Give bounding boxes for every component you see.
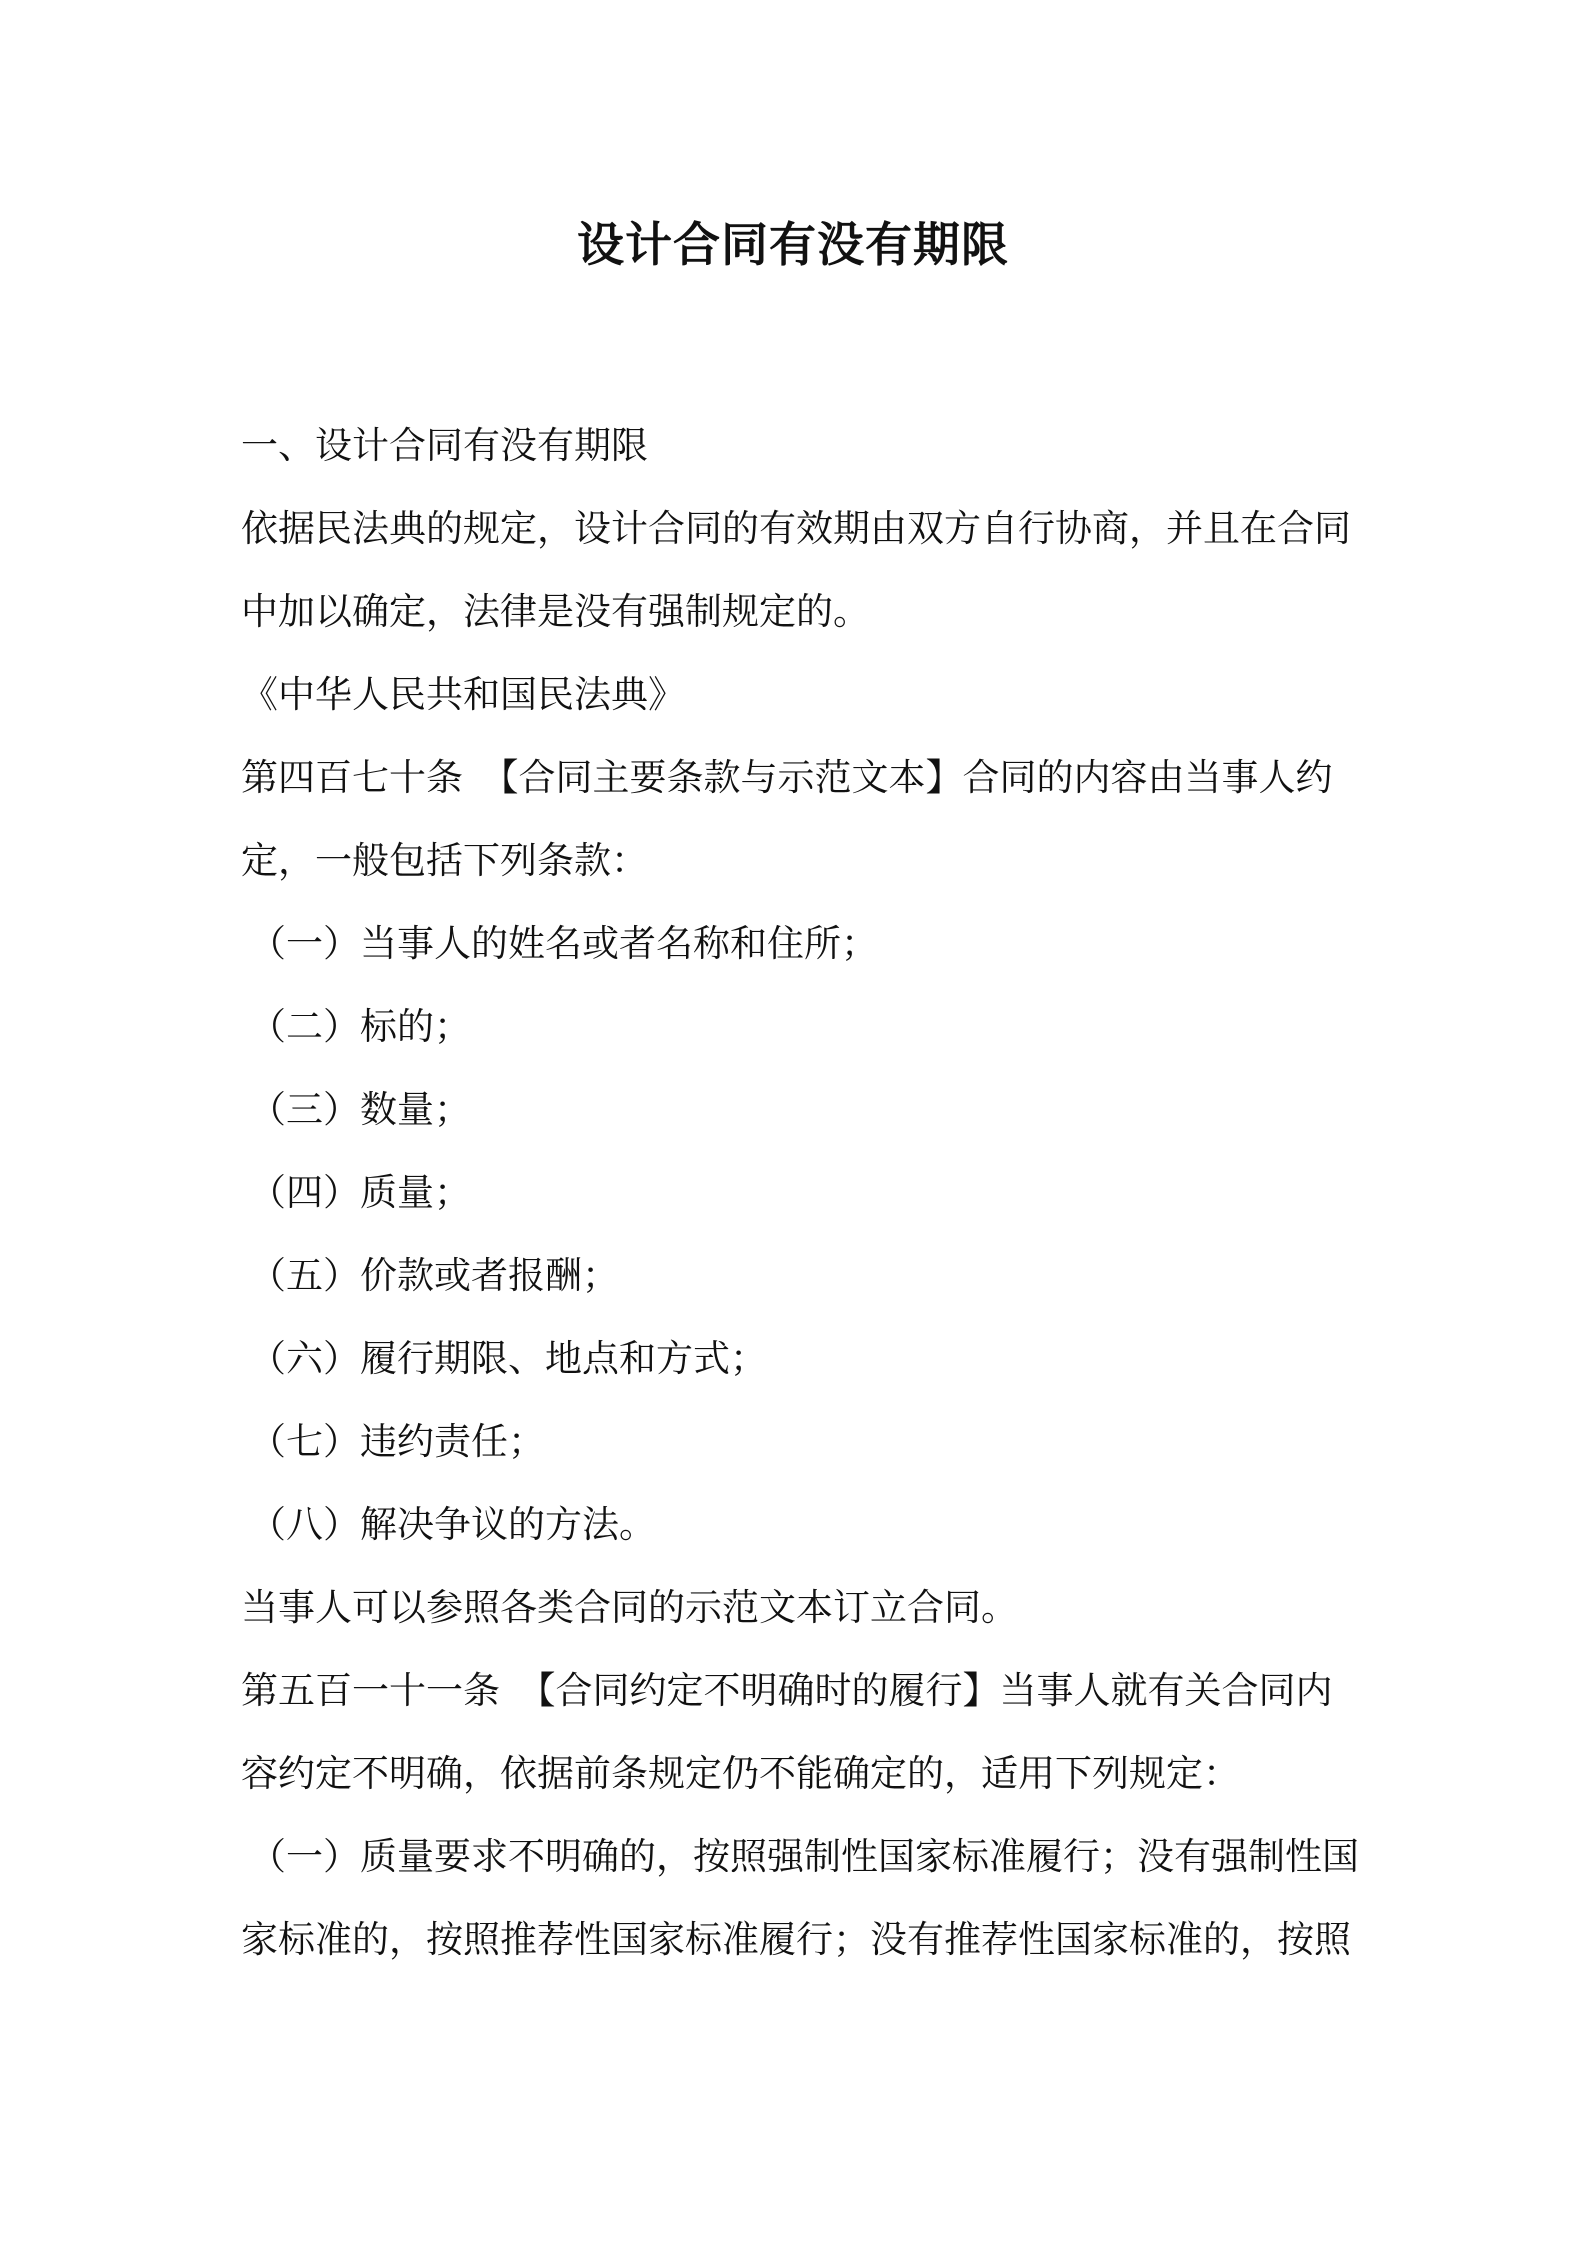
list-item: （一）当事人的姓名或者名称和住所； <box>249 922 878 965</box>
article-line: 第四百七十条 【合同主要条款与示范文本】合同的内容由当事人约 <box>241 756 1333 799</box>
list-item: （五）价款或者报酬； <box>249 1254 619 1297</box>
document-body <box>241 404 1361 1981</box>
list-item: （三）数量； <box>249 1088 471 1131</box>
list-item: （八）解决争议的方法。 <box>249 1503 656 1546</box>
paragraph-line: 家标准的，按照推荐性国家标准履行；没有推荐性国家标准的，按照 <box>241 1918 1351 1961</box>
law-title: 《中华人民共和国民法典》 <box>241 673 685 716</box>
document-title: 设计合同有没有期限 <box>577 218 1009 273</box>
article-line: 容约定不明确，依据前条规定仍不能确定的，适用下列规定： <box>241 1752 1240 1795</box>
list-item: （六）履行期限、地点和方式； <box>249 1337 767 1380</box>
section-heading: 一、设计合同有没有期限 <box>241 424 648 467</box>
list-item: （一）质量要求不明确的，按照强制性国家标准履行；没有强制性国 <box>249 1835 1359 1878</box>
paragraph-line: 当事人可以参照各类合同的示范文本订立合同。 <box>241 1586 1018 1629</box>
list-item: （四）质量； <box>249 1171 471 1214</box>
article-line: 第五百一十一条 【合同约定不明确时的履行】当事人就有关合同内 <box>241 1669 1333 1712</box>
list-item: （二）标的； <box>249 1005 471 1048</box>
paragraph-line: 中加以确定，法律是没有强制规定的。 <box>241 590 870 633</box>
article-line: 定，一般包括下列条款： <box>241 839 648 882</box>
list-item: （七）违约责任； <box>249 1420 545 1463</box>
paragraph-line: 依据民法典的规定，设计合同的有效期由双方自行协商，并且在合同 <box>241 507 1351 550</box>
